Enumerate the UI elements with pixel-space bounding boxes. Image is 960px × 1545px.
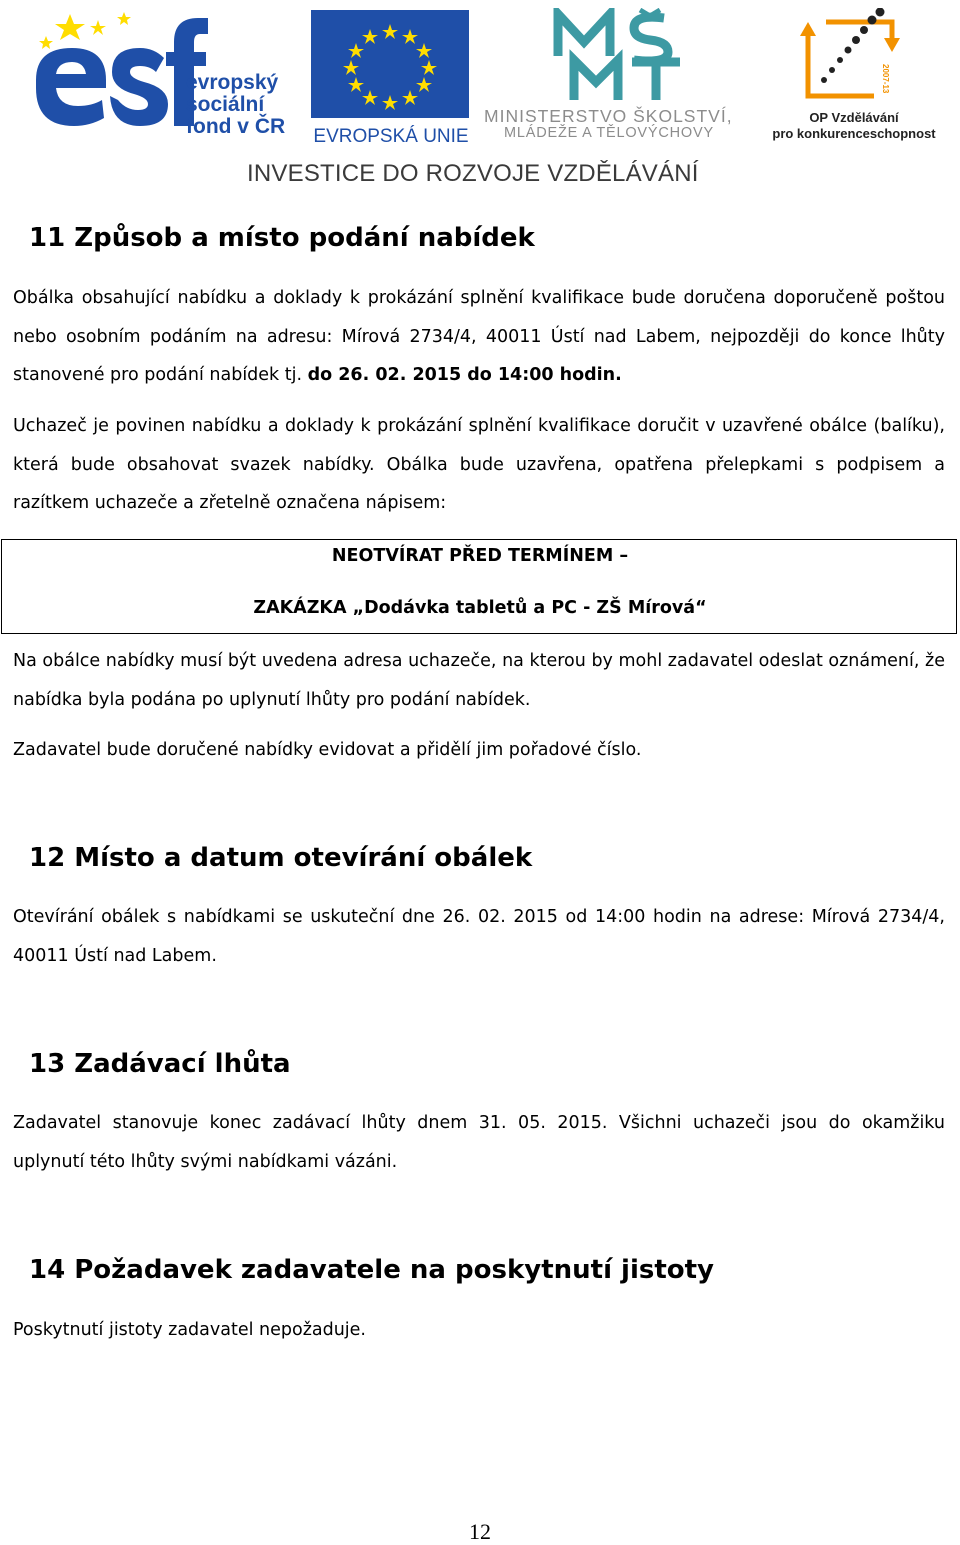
section-11-paragraph-1-text: Obálka obsahující nabídku a doklady k prokázání splnění kvalifikace bude doručena doporučeně poštou nebo osobním podáním na adresu: Mírová 2734/4, 40011 Ústí nad Labem, nejpozději do konce lhůty stanovené pro podání nabídek tj.	[13, 288, 945, 385]
envelope-notice-box	[1, 539, 957, 634]
msmt-logo-line1: MINISTERSTVO ŠKOLSTVÍ,	[484, 106, 733, 126]
section-11-paragraph-2: Uchazeč je povinen nabídku a doklady k prokázání splnění kvalifikace doručit v uzavřené obálce (balíku), která bude obsahovat svazek nabídky. Obálka bude uzavřena, opatřena přelepkami s podpisem a razítkem uchazeče a zřetelně označena nápisem:	[13, 416, 945, 513]
section-13-paragraph-1: Zadavatel stanovuje konec zadávací lhůty dnem 31. 05. 2015. Všichni uchazeči jsou do okamžiku uplynutí této lhůty svými nabídkami vázáni.	[13, 1113, 945, 1172]
section-12-paragraph-1: Otevírání obálek s nabídkami se uskuteční dne 26. 02. 2015 od 14:00 hodin na adrese: Mírová 2734/4, 40011 Ústí nad Labem.	[13, 907, 945, 966]
section-14-paragraph-1: Poskytnutí jistoty zadavatel nepožaduje.	[13, 1320, 366, 1340]
op-logo-years: 2007-13	[881, 64, 890, 94]
section-11-paragraph-1	[13, 279, 945, 395]
op-emblem-icon	[764, 8, 944, 108]
section-14-title: 14 Požadavek zadavatele na poskytnutí jistoty	[29, 1255, 715, 1285]
esf-logo-text: evropský sociální fond v ČR	[186, 71, 286, 138]
tagline: INVESTICE DO ROZVOJE VZDĚLÁVÁNÍ	[247, 160, 699, 187]
eu-logo-text: EVROPSKÁ UNIE	[313, 126, 469, 147]
section-11-title: 11 Způsob a místo podání nabídek	[29, 223, 535, 253]
section-11-paragraph-3: Na obálce nabídky musí být uvedena adresa uchazeče, na kterou by mohl zadavatel odeslat oznámení, že nabídka byla podána po uplynutí lhůty pro podání nabídek.	[13, 651, 945, 710]
msmt-logo	[484, 8, 754, 140]
logo-header	[0, 0, 960, 195]
envelope-notice-line-2: ZAKÁZKA „Dodávka tabletů a PC - ZŠ Mírová“	[253, 598, 707, 618]
msmt-emblem-icon	[484, 8, 754, 106]
page-number: 12	[469, 1519, 491, 1544]
envelope-notice-line-1: NEOTVÍRAT PŘED TERMÍNEM –	[331, 546, 629, 566]
deadline-bold: do 26. 02. 2015 do 14:00 hodin.	[307, 365, 622, 385]
eu-flag-icon	[311, 10, 471, 120]
section-13-title: 13 Zadávací lhůta	[29, 1049, 291, 1079]
eu-logo	[311, 10, 471, 147]
op-logo-text: OP Vzdělávání pro konkurenceschopnost	[772, 110, 936, 141]
op-vzdelavani-logo	[764, 8, 944, 142]
section-11-paragraph-4: Zadavatel bude doručené nabídky evidovat a přidělí jim pořadové číslo.	[13, 740, 642, 760]
esf-logo	[28, 10, 298, 140]
msmt-logo-line2: MLÁDEŽE A TĚLOVÝCHOVY	[504, 125, 714, 141]
section-12-title: 12 Místo a datum otevírání obálek	[29, 843, 533, 873]
